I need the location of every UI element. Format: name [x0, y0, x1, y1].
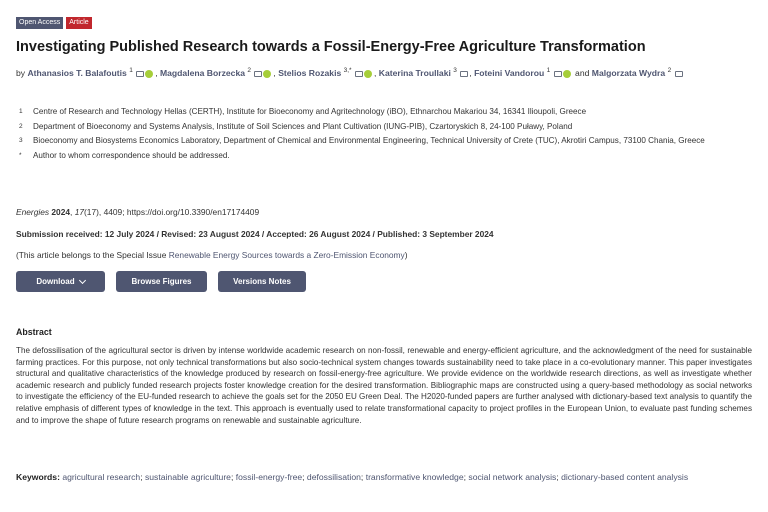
author-separator: , [155, 67, 160, 78]
author-name[interactable]: Malgorzata Wydra [591, 67, 666, 78]
affiliation-text: Bioeconomy and Biosystems Economics Laboratory, Department of Chemical and Environmental Engineering, Technical University of Crete (TUC), Akrotiri Campus, 73100 Chania, Greece [33, 136, 705, 145]
orcid-icon[interactable] [563, 70, 571, 78]
affiliations [16, 106, 752, 164]
author-affiliation-sup: 3,* [343, 67, 352, 74]
author-affiliation-sup: 1 [129, 67, 133, 74]
submission-dates: Submission received: 12 July 2024 / Revised: 23 August 2024 / Accepted: 26 August 2024 / Published: 3 September 2024 [16, 229, 494, 239]
browse-figures-label: Browse Figures [131, 277, 192, 286]
affiliation-number: * [19, 151, 22, 159]
mail-icon[interactable] [554, 71, 562, 77]
keyword-link[interactable]: dictionary-based content analysis [561, 472, 689, 482]
mail-icon[interactable] [675, 71, 683, 77]
affiliation-item [16, 106, 752, 119]
author-list [16, 64, 752, 80]
author-separator: , [373, 67, 379, 78]
affiliation-item [16, 135, 752, 148]
citation-year: 2024 [51, 207, 71, 217]
keyword-link[interactable]: social network analysis [468, 472, 557, 482]
versions-notes-button[interactable] [218, 271, 306, 292]
versions-notes-label: Versions Notes [233, 277, 291, 286]
author-separator: , [469, 67, 475, 78]
citation: Energies 2024, 17(17), 4409; https://doi.org/10.3390/en17174409 [16, 207, 260, 217]
citation-article: , 4409; [98, 207, 127, 217]
keyword-link[interactable]: transformative knowledge [365, 472, 464, 482]
author-name[interactable]: Katerina Troullaki [378, 67, 451, 78]
citation-volume: 17 [74, 207, 85, 217]
affiliation-number: 3 [19, 137, 23, 144]
open-access-badge: Open Access [16, 17, 63, 29]
author-separator: and [572, 67, 592, 78]
author-name[interactable]: Magdalena Borzecka [159, 67, 245, 78]
orcid-icon[interactable] [364, 70, 372, 78]
chevron-down-icon [79, 276, 86, 283]
journal-name[interactable]: Energies [16, 207, 50, 217]
special-issue-note [16, 250, 408, 260]
author-name[interactable]: Foteini Vandorou [474, 67, 545, 78]
abstract-text: The defossilisation of the agricultural sector is driven by intense worldwide academic research on non-fossil, renewable and energy-efficient agriculture, and the acknowledgment of the need for sustainable farming practices. For this purpose, not only technical transformations but also socio-technical system changes towards sustainability need to take place in a co-evolutionary manner. This paper investigates structural and qualitative characteristics of the knowledge produced by research on fossil-energy-free agriculture. We provide evidence on the worldwide research directions, as well as investigate whether academic research and publicly funded research projects foster knowledge creation for the desired transformation. Bibliographic maps are constructed using a query-based methodology as social networks to investigate the efficiency of the EU-funded research to achieve the goals set for the 2050 EU Green Deal. The H2020-funded papers are further analysed with dictionary-based text analysis to quantify the relative emphasis of different types of knowledge in the text. This approach is eventually used to relate transformational capacity to project profiles in the European Union, to evaluate past funding schemes and to improve the shape of future research programs on renewable and sustainable agriculture. [16, 346, 752, 425]
affiliation-number: 1 [19, 108, 23, 115]
author-affiliation-sup: 3 [453, 67, 457, 74]
badges [16, 17, 92, 29]
author-affiliation-sup: 2 [667, 67, 672, 74]
orcid-icon[interactable] [263, 70, 271, 78]
mail-icon[interactable] [136, 71, 144, 77]
citation-issue: (17) [84, 207, 99, 217]
orcid-icon[interactable] [145, 70, 153, 78]
affiliation-item [16, 150, 752, 163]
article-title: Investigating Published Research towards a Fossil-Energy-Free Agriculture Transformation [16, 39, 646, 55]
special-issue-link[interactable]: Renewable Energy Sources towards a Zero-Emission Economy [168, 250, 405, 260]
keywords-label: Keywords: [16, 472, 60, 482]
affiliation-item [16, 121, 752, 134]
keyword-link[interactable]: sustainable agriculture [144, 472, 231, 482]
mail-icon[interactable] [254, 71, 262, 77]
action-buttons [16, 271, 306, 292]
author-separator: , [273, 67, 279, 78]
article-type-badge: Article [66, 17, 91, 29]
affiliation-number: 2 [19, 122, 23, 130]
affiliation-text: Author to whom correspondence should be addressed. [33, 150, 230, 160]
download-button[interactable] [16, 271, 105, 292]
keyword-link[interactable]: agricultural research [62, 472, 141, 482]
abstract-heading: Abstract [16, 327, 52, 337]
doi-link[interactable]: https://doi.org/10.3390/en17174409 [126, 207, 260, 217]
by-label: by [16, 67, 28, 78]
mail-icon[interactable] [355, 71, 363, 77]
browse-figures-button[interactable] [116, 271, 207, 292]
keyword-link[interactable]: fossil-energy-free [235, 472, 303, 482]
author-affiliation-sup: 1 [546, 67, 551, 74]
special-issue-suffix: ) [404, 250, 408, 260]
mail-icon[interactable] [460, 71, 468, 77]
keyword-link[interactable]: defossilisation [306, 472, 361, 482]
author-affiliation-sup: 2 [247, 67, 252, 74]
affiliation-text: Department of Bioeconomy and Systems Analysis, Institute of Soil Sciences and Plant Cultivation (IUNG-PIB), Czartoryskich 8, 24-100 Puławy, Poland [33, 121, 573, 131]
keywords: Keywords: agricultural research; sustainable agriculture; fossil-energy-free; defossilisation; transformative knowledge; social network analysis; dictionary-based content analysis [16, 472, 689, 482]
author-name[interactable]: Athanasios T. Balafoutis [27, 67, 127, 78]
affiliation-text: Centre of Research and Technology Hellas (CERTH), Institute for Bioeconomy and Agritechnology (iBO), Ethnarchou Makariou 34, 16341 Ilioupoli, Greece [33, 107, 587, 116]
special-issue-prefix: (This article belongs to the Special Issue [16, 250, 169, 260]
download-label: Download [36, 277, 75, 286]
author-name[interactable]: Stelios Rozakis [278, 67, 342, 78]
